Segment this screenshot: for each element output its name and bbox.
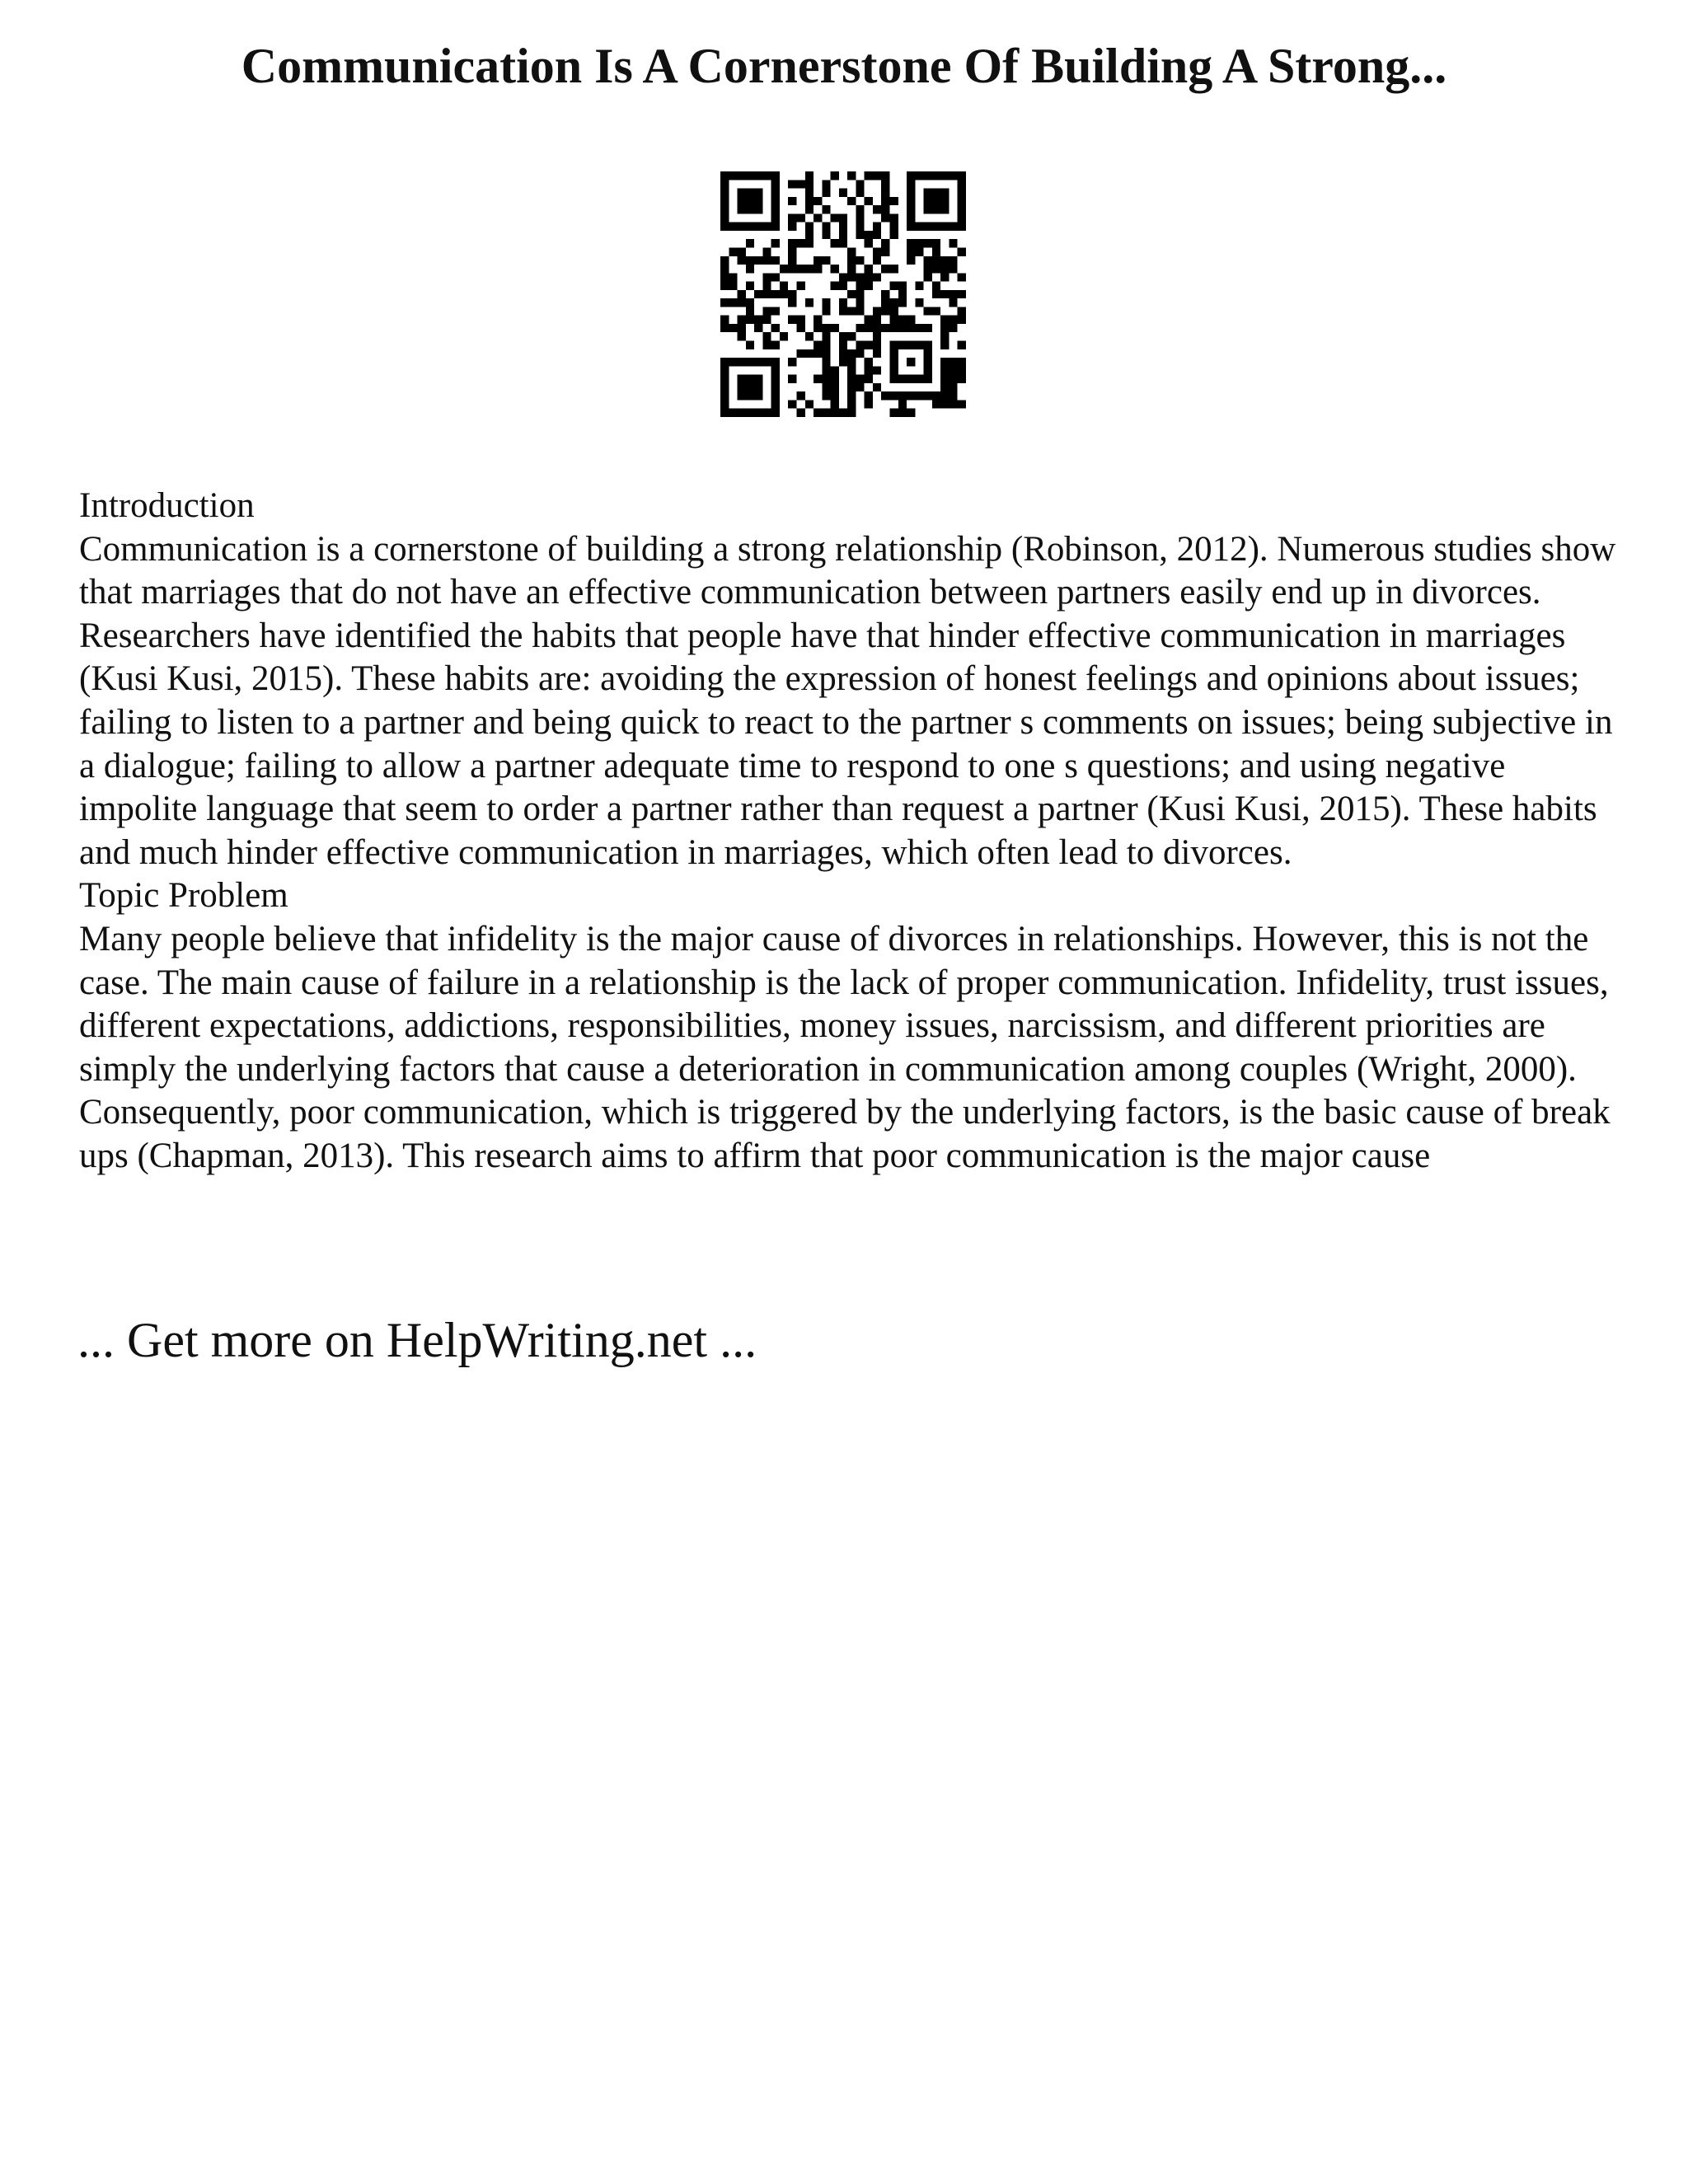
introduction-paragraph: Communication is a cornerstone of building a strong relationship (Robinson, 2012). Numerous studies show that marriages that do not have an effective communication between partners easily end up in divorces. Researchers have identified the habits that people have that hinder effective communication in marriages (Kusi Kusi, 2015). These habits are: avoiding the expression of honest feelings and opinions about issues; failing to listen to a partner and being quick to react to the partner s comments on issues; being subjective in a dialogue; failing to allow a partner adequate time to respond to one s questions; and using negative impolite language that seem to order a partner rather than request a partner (Kusi Kusi, 2015). These habits and much hinder effective communication in marriages, which often lead to divorces. [79,529,1616,872]
document-body [79,485,1620,1179]
topic-problem-paragraph: Many people believe that infidelity is the major cause of divorces in relationships. However, this is not the case. The main cause of failure in a relationship is the lack of proper communication. Infidelity, trust issues, different expectations, addictions, responsibilities, money issues, narcissism, and different priorities are simply the underlying factors that cause a deterioration in communication among couples (Wright, 2000). Consequently, poor communication, which is triggered by the underlying factors, is the basic cause of break ups (Chapman, 2013). This research aims to affirm that poor communication is the major cause [79,919,1611,1175]
section-heading-introduction: Introduction [79,486,255,525]
page-title: Communication Is A Cornerstone Of Building A Strong... [241,39,1447,93]
qr-code-icon [720,171,966,417]
get-more-link[interactable]: ... Get more on HelpWriting.net ... [77,1313,757,1367]
section-heading-topic-problem: Topic Problem [79,876,288,916]
